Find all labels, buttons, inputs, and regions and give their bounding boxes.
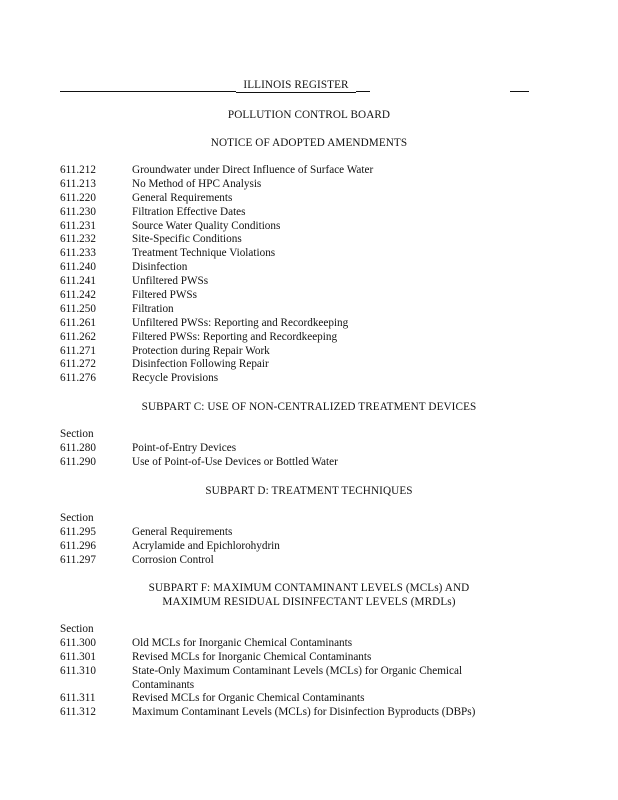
section-number: 611.290 [60,455,96,468]
section-row [60,303,530,317]
section-number: 611.230 [60,205,96,218]
section-row [60,665,530,693]
section-number: 611.310 [60,664,96,677]
section-column-label: Section [60,428,94,440]
section-number: 611.212 [60,164,96,176]
subpart-d-heading: SUBPART D: TREATMENT TECHNIQUES [205,485,413,497]
section-number: 611.280 [60,441,96,454]
section-number: 611.220 [60,191,96,204]
section-number: 611.250 [60,302,96,315]
section-title: Disinfection [132,261,188,274]
section-row [60,206,530,220]
section-row [60,261,530,275]
section-row [60,164,530,178]
section-row [60,526,530,540]
section-title: Corrosion Control [132,553,214,566]
section-row [60,456,530,470]
section-row [60,372,530,386]
section-row [60,233,530,247]
section-title: Groundwater under Direct Influence of Surface Water [132,164,374,176]
subpart-c-section-list [60,428,530,470]
section-row [60,651,530,665]
section-number: 611.242 [60,289,96,302]
section-number: 611.276 [60,372,96,385]
subpart-d-section-list [60,512,530,568]
section-number: 611.233 [60,247,96,260]
section-title: Filtered PWSs: Reporting and Recordkeeping [132,330,338,343]
register-header [0,79,618,97]
section-row [60,358,530,372]
subpart-b-section-list [60,164,530,386]
section-title: Filtration Effective Dates [132,205,246,218]
section-title: Acrylamide and Epichlorohydrin [132,539,280,552]
section-number: 611.261 [60,316,96,329]
section-number: 611.213 [60,177,96,190]
section-number: 611.297 [60,553,96,566]
header-rule-middle [356,91,370,92]
section-title: Disinfection Following Repair [132,358,269,371]
section-number: 611.296 [60,539,96,552]
section-title: Old MCLs for Inorganic Chemical Contaminants [132,636,353,649]
subpart-f-heading-line-1: SUBPART F: MAXIMUM CONTAMINANT LEVELS (MCLs) AND [148,582,470,594]
section-row [60,540,530,554]
section-number: 611.295 [60,525,96,538]
section-title: Revised MCLs for Inorganic Chemical Contaminants [132,650,372,663]
section-row [60,331,530,345]
subpart-f-section-list [60,623,530,720]
section-title: Use of Point-of-Use Devices or Bottled Water [132,455,338,468]
section-number: 611.240 [60,261,96,274]
section-number: 611.272 [60,358,96,371]
section-row [60,220,530,234]
section-number: 611.231 [60,219,96,232]
section-title: Unfiltered PWSs: Reporting and Recordkeeping [132,316,349,329]
section-number: 611.312 [60,706,96,719]
section-column-label: Section [60,512,94,524]
header-rule-left [60,91,236,92]
section-row [60,275,530,289]
section-number: 611.301 [60,650,96,663]
section-title: Filtered PWSs [132,289,197,302]
header-rule-right [510,91,529,92]
section-title: State-Only Maximum Contaminant Levels (MCLs) for Organic Chemical Contaminants [132,664,463,691]
section-number: 611.271 [60,344,96,357]
section-number: 611.300 [60,636,96,649]
section-title: General Requirements [132,525,233,538]
section-title: Treatment Technique Violations [132,247,276,260]
section-row [60,706,530,720]
section-row [60,192,530,206]
section-title: Filtration [132,302,174,315]
section-row [60,442,530,456]
section-title: Protection during Repair Work [132,344,270,357]
section-number: 611.262 [60,330,96,343]
section-row [60,554,530,568]
section-title: No Method of HPC Analysis [132,177,262,190]
section-column-label: Section [60,623,94,635]
section-row [60,345,530,359]
section-title: Point-of-Entry Devices [132,441,237,454]
subpart-c-heading: SUBPART C: USE OF NON-CENTRALIZED TREATMENT DEVICES [141,401,477,413]
section-number: 611.311 [60,692,96,705]
section-row [60,289,530,303]
section-row [60,317,530,331]
section-row [60,247,530,261]
section-title: General Requirements [132,191,233,204]
subpart-f-heading-line-2: MAXIMUM RESIDUAL DISINFECTANT LEVELS (MRDLs) [162,596,456,608]
section-title: Recycle Provisions [132,372,219,385]
section-title: Revised MCLs for Organic Chemical Contaminants [132,692,365,705]
section-row [60,692,530,706]
section-title: Unfiltered PWSs [132,275,209,288]
section-row [60,178,530,192]
notice-heading: NOTICE OF ADOPTED AMENDMENTS [210,137,408,149]
section-number: 611.232 [60,233,96,246]
section-title: Site-Specific Conditions [132,233,242,246]
section-number: 611.241 [60,275,96,288]
register-title: ILLINOIS REGISTER [236,79,356,93]
section-title: Maximum Contaminant Levels (MCLs) for Disinfection Byproducts (DBPs) [132,706,476,719]
section-title: Source Water Quality Conditions [132,219,281,232]
board-heading: POLLUTION CONTROL BOARD [227,109,391,121]
section-row [60,637,530,651]
